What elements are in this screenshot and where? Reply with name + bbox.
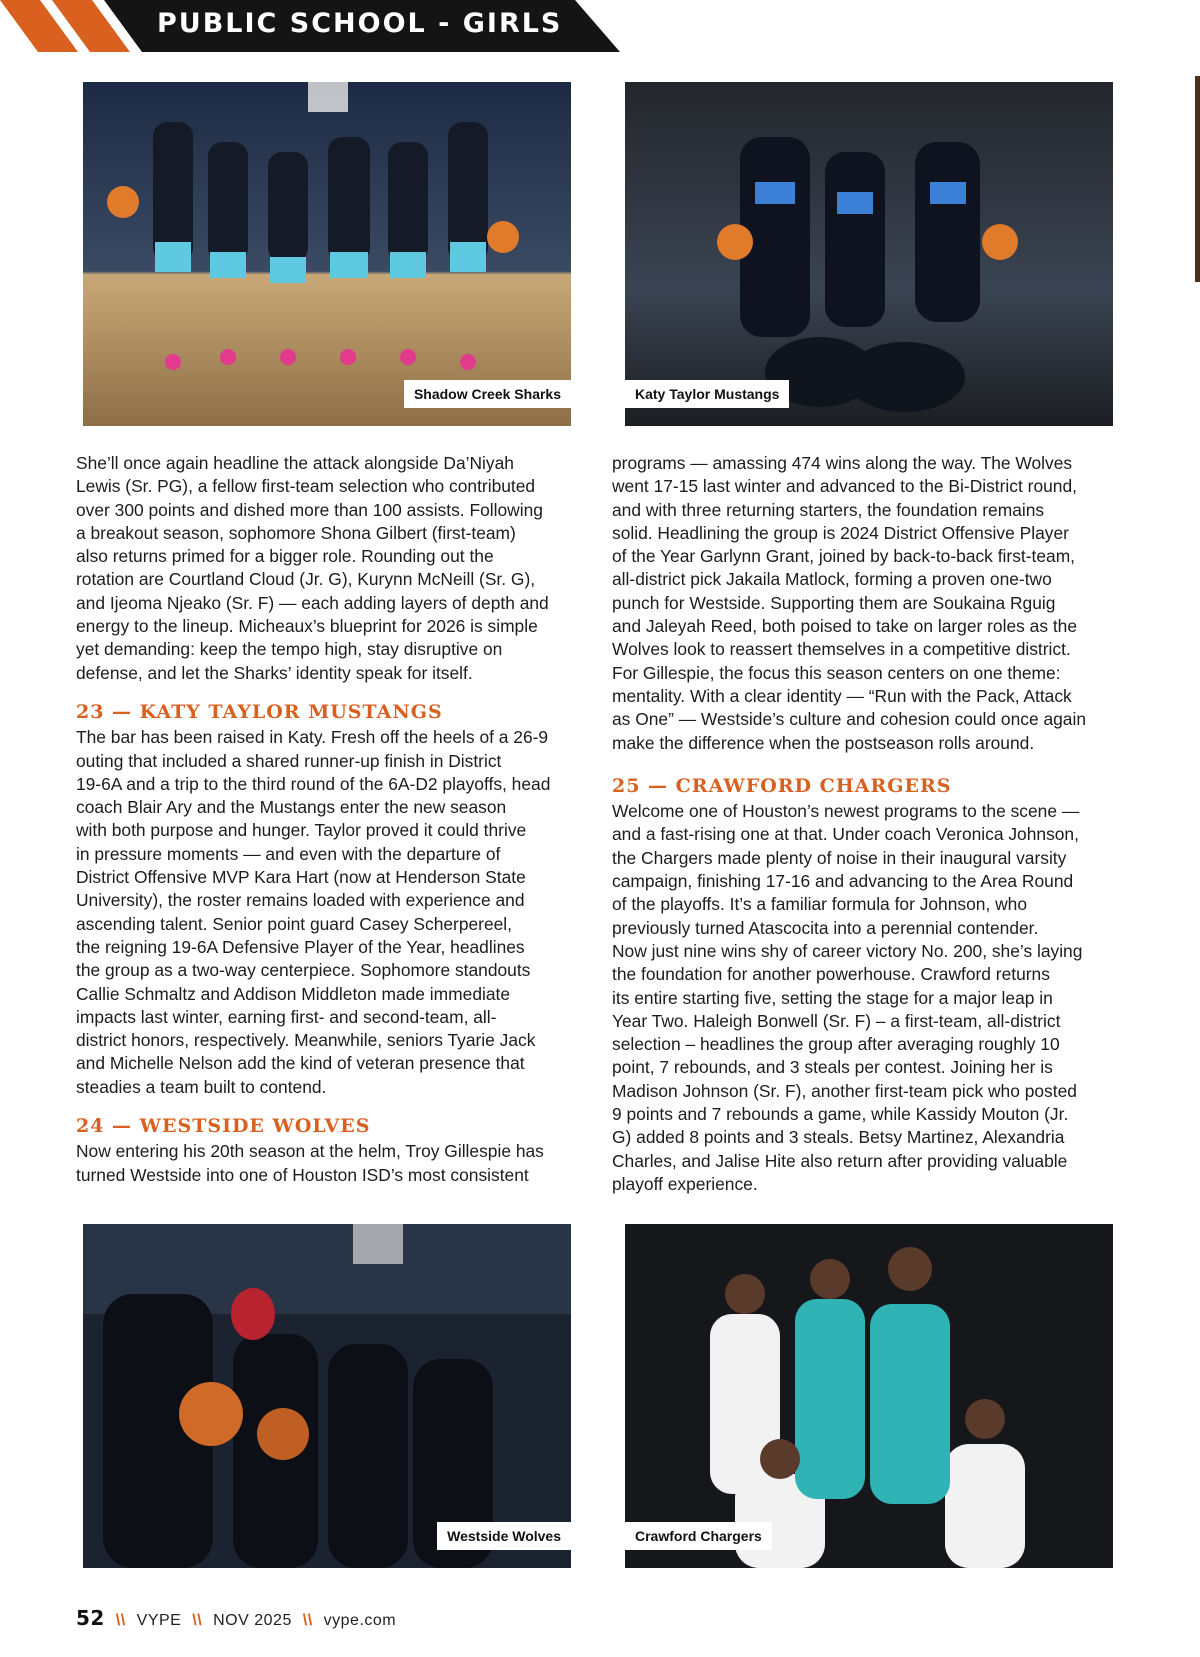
text-line: the group as a two-way centerpiece. Sophomore standouts: [76, 960, 531, 981]
article-paragraph: [76, 1140, 588, 1187]
photo-caption: Crawford Chargers: [625, 1522, 772, 1550]
text-line: its entire starting five, setting the stage for a major leap in: [612, 987, 1053, 1008]
section-heading-23: 23 — KATY TAYLOR MUSTANGS: [76, 700, 443, 723]
text-line: all-district pick Jakaila Matlock, forming a proven one-two: [612, 569, 1052, 590]
text-line: Now just nine wins shy of career victory No. 200, she’s laying: [612, 940, 1083, 961]
text-line: energy to the lineup. Micheaux’s blueprint for 2026 is simple: [76, 616, 538, 637]
text-line: Year Two. Haleigh Bonwell (Sr. F) – a first-team, all-district: [612, 1010, 1061, 1031]
text-line: as One” — Westside’s culture and cohesion could once again: [612, 709, 1087, 730]
team-photo-image: [83, 82, 571, 426]
text-line: and Jaleyah Reed, both poised to take on larger roles as the: [612, 616, 1078, 637]
footer-separator: \\: [115, 1612, 126, 1629]
page-footer: [76, 1606, 396, 1630]
text-line: of the playoffs. It’s a familiar formula for Johnson, who: [612, 894, 1028, 915]
article-paragraph: [612, 452, 1132, 755]
text-line: and a fast-rising one at that. Under coach Veronica Johnson,: [612, 824, 1079, 845]
text-line: of the Year Garlynn Grant, joined by back-to-back first-team,: [612, 546, 1076, 567]
text-line: Madison Johnson (Sr. F), another first-team pick who posted: [612, 1080, 1077, 1101]
text-line: University), the roster remains loaded with experience and: [76, 890, 525, 911]
team-photo-katy-taylor: [625, 82, 1113, 426]
photo-caption: Westside Wolves: [437, 1522, 571, 1550]
text-line: turned Westside into one of Houston ISD’s most consistent: [76, 1164, 529, 1185]
text-line: previously turned Atascocita into a perennial contender.: [612, 917, 1039, 938]
text-line: playoff experience.: [612, 1173, 758, 1194]
team-photo-shadow-creek: [83, 82, 571, 426]
text-line: steadies a team built to contend.: [76, 1076, 327, 1097]
article-column-right: [612, 452, 1132, 1196]
text-line: The bar has been raised in Katy. Fresh off the heels of a 26-9: [76, 727, 549, 748]
text-line: G) added 8 points and 3 steals. Betsy Martinez, Alexandria: [612, 1127, 1065, 1148]
photo-caption: Shadow Creek Sharks: [404, 380, 571, 408]
text-line: solid. Headlining the group is 2024 District Offensive Player: [612, 522, 1069, 543]
text-line: outing that included a shared runner-up finish in District: [76, 750, 502, 771]
text-line: also returns primed for a bigger role. Rounding out the: [76, 546, 494, 567]
page-edge-tab: [1195, 76, 1200, 282]
text-line: and Ijeoma Njeako (Sr. F) — each adding layers of depth and: [76, 592, 549, 613]
text-line: coach Blair Ary and the Mustangs enter the new season: [76, 797, 507, 818]
section-heading-24: 24 — WESTSIDE WOLVES: [76, 1115, 371, 1138]
text-line: impacts last winter, earning first- and second-team, all-: [76, 1006, 497, 1027]
text-line: with both purpose and hunger. Taylor proved it could thrive: [76, 820, 527, 841]
section-header-banner: [0, 0, 620, 52]
text-line: For Gillespie, the focus this season centers on one theme:: [612, 662, 1061, 683]
team-photo-image: [625, 1224, 1113, 1568]
team-photo-image: [83, 1224, 571, 1568]
text-line: Lewis (Sr. PG), a fellow first-team selection who contributed: [76, 476, 536, 497]
team-photo-westside: [83, 1224, 571, 1568]
text-line: and with three returning starters, the foundation remains: [612, 499, 1045, 520]
text-line: District Offensive MVP Kara Hart (now at Henderson State: [76, 867, 526, 888]
text-line: in pressure moments — and even with the departure of: [76, 843, 501, 864]
team-photo-image: [625, 82, 1113, 426]
text-line: Wolves look to reassert themselves in a competitive district.: [612, 639, 1071, 660]
team-photo-crawford: [625, 1224, 1113, 1568]
text-line: a breakout season, sophomore Shona Gilbert (first-team): [76, 522, 516, 543]
photo-caption: Katy Taylor Mustangs: [625, 380, 789, 408]
article-paragraph: [76, 726, 588, 1099]
text-line: yet demanding: keep the tempo high, stay disruptive on: [76, 639, 503, 660]
magazine-name: VYPE: [136, 1612, 182, 1629]
text-line: 9 points and 7 rebounds a game, while Kassidy Mouton (Jr.: [612, 1104, 1069, 1125]
section-heading-25: 25 — CRAWFORD CHARGERS: [612, 774, 952, 797]
text-line: programs — amassing 474 wins along the way. The Wolves: [612, 453, 1073, 473]
text-line: Welcome one of Houston’s newest programs to the scene —: [612, 801, 1080, 822]
website-link[interactable]: vype.com: [323, 1612, 397, 1629]
text-line: went 17-15 last winter and advanced to the Bi-District round,: [612, 476, 1077, 497]
text-line: defense, and let the Sharks’ identity speak for itself.: [76, 662, 473, 683]
text-line: district honors, respectively. Meanwhile, seniors Tyarie Jack: [76, 1030, 536, 1051]
text-line: rotation are Courtland Cloud (Jr. G), Kurynn McNeill (Sr. G),: [76, 569, 536, 590]
text-line: She’ll once again headline the attack alongside Da’Niyah: [76, 453, 514, 473]
section-title: PUBLIC SCHOOL - GIRLS: [157, 8, 563, 39]
text-line: Charles, and Jalise Hite also return after providing valuable: [612, 1150, 1068, 1171]
article-paragraph: [612, 800, 1132, 1196]
footer-separator: \\: [302, 1612, 313, 1629]
text-line: over 300 points and dished more than 100 assists. Following: [76, 499, 543, 520]
article-paragraph: [76, 452, 588, 685]
text-line: campaign, finishing 17-16 and advancing to the Area Round: [612, 871, 1074, 892]
issue-date: NOV 2025: [213, 1612, 292, 1629]
text-line: the reigning 19-6A Defensive Player of the Year, headlines: [76, 936, 525, 957]
text-line: mentality. With a clear identity — “Run with the Pack, Attack: [612, 685, 1072, 706]
text-line: punch for Westside. Supporting them are Soukaina Rguig: [612, 592, 1056, 613]
text-line: Callie Schmaltz and Addison Middleton made immediate: [76, 983, 511, 1004]
text-line: make the difference when the postseason rolls around.: [612, 732, 1035, 753]
text-line: Now entering his 20th season at the helm, Troy Gillespie has: [76, 1141, 544, 1162]
text-line: 19-6A and a trip to the third round of the 6A-D2 playoffs, head: [76, 773, 551, 794]
footer-separator: \\: [192, 1612, 203, 1629]
text-line: selection – headlines the group after averaging roughly 10: [612, 1034, 1060, 1055]
text-line: the Chargers made plenty of noise in their inaugural varsity: [612, 847, 1067, 868]
text-line: point, 7 rebounds, and 3 steals per contest. Joining her is: [612, 1057, 1053, 1078]
text-line: ascending talent. Senior point guard Casey Scherpereel,: [76, 913, 513, 934]
text-line: the foundation for another powerhouse. Crawford returns: [612, 964, 1050, 985]
article-column-left: [76, 452, 588, 1187]
text-line: and Michelle Nelson add the kind of veteran presence that: [76, 1053, 525, 1074]
page-number: 52: [76, 1606, 105, 1630]
